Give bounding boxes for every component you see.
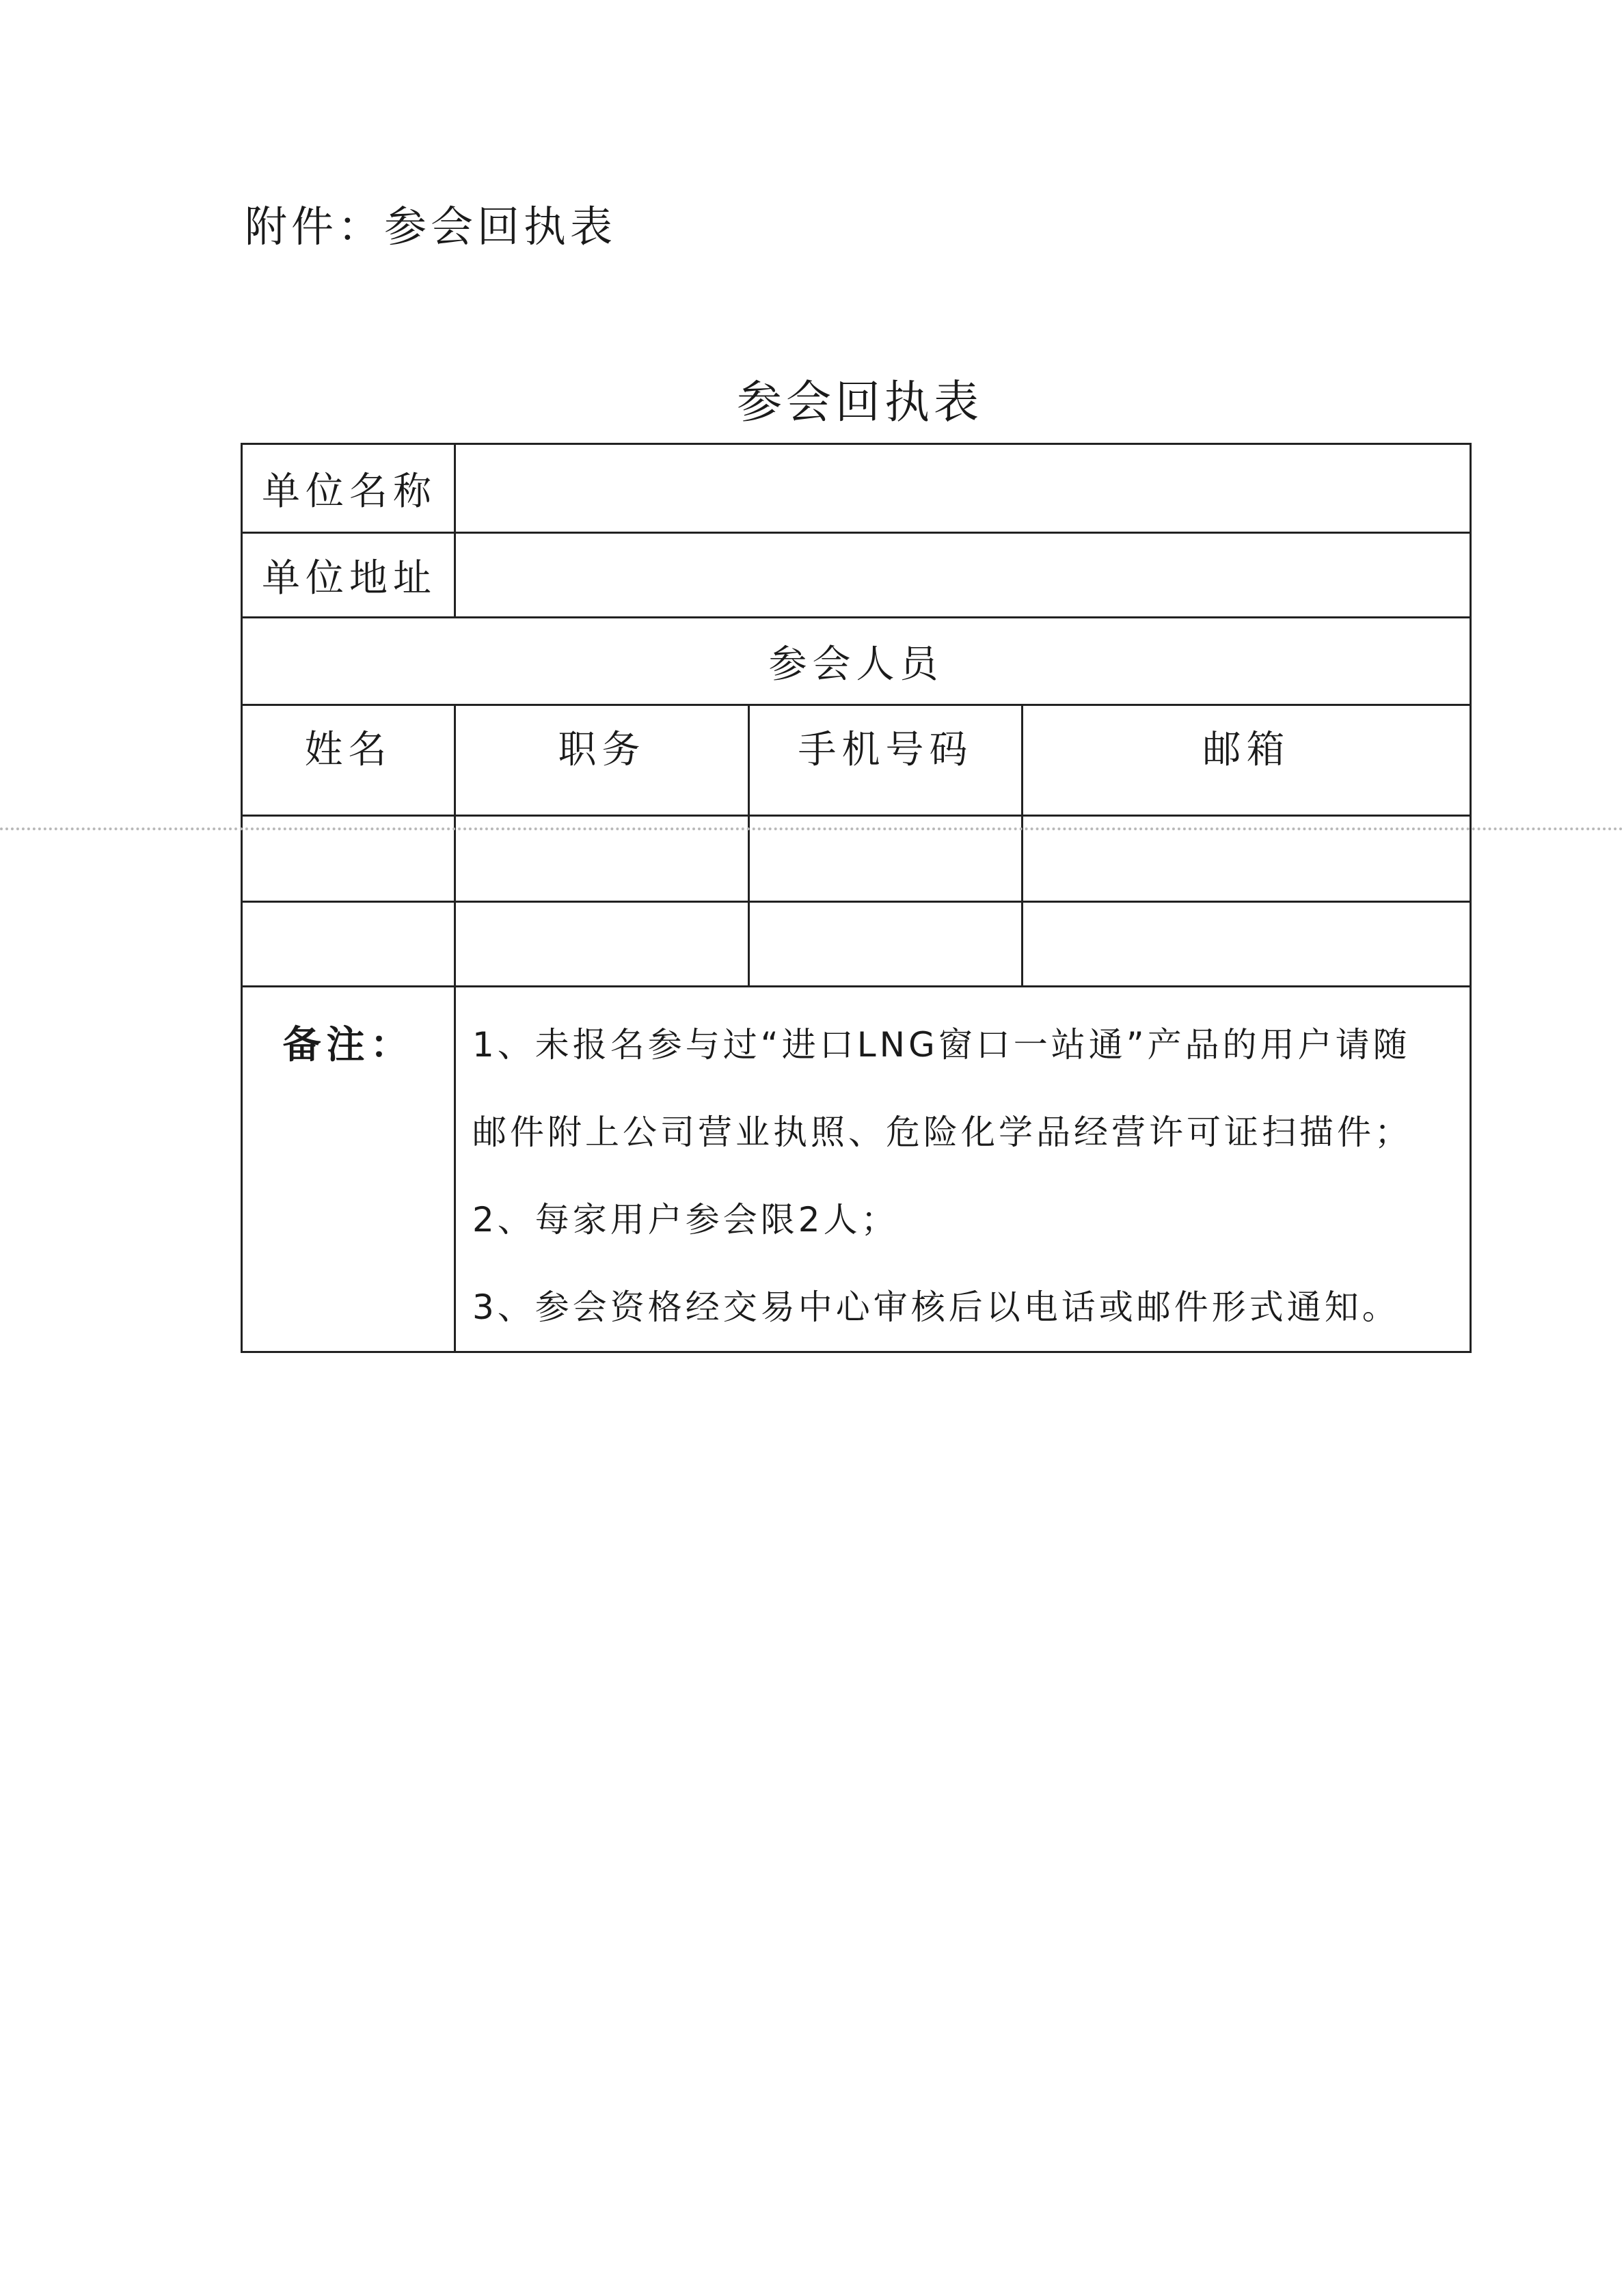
attendee-position-cell[interactable] xyxy=(455,902,749,987)
attendees-header-row xyxy=(242,705,1471,816)
column-header-email: 邮箱 xyxy=(1023,705,1471,816)
unit-name-value[interactable] xyxy=(455,444,1471,533)
unit-address-row xyxy=(242,533,1471,618)
unit-address-label: 单位地址 xyxy=(242,533,455,618)
remark-line-4: 3、参会资格经交易中心审核后以电话或邮件形式通知。 xyxy=(472,1287,1400,1327)
remark-line-3: 2、每家用户参会限2人； xyxy=(472,1200,899,1240)
unit-address-value[interactable] xyxy=(455,533,1471,618)
unit-name-label: 单位名称 xyxy=(242,444,455,533)
remark-line-2: 邮件附上公司营业执照、危险化学品经营许可证扫描件； xyxy=(472,1112,1412,1152)
registration-form-table xyxy=(241,443,1472,1353)
attendees-title-row xyxy=(242,618,1471,705)
attendee-phone-cell[interactable] xyxy=(749,902,1023,987)
remark-line-1: 1、未报名参与过“进口LNG窗口一站通”产品的用户请随 xyxy=(472,1025,1411,1065)
attendee-row xyxy=(242,902,1471,987)
unit-name-row xyxy=(242,444,1471,533)
attendees-title: 参会人员 xyxy=(242,618,1471,705)
form-title: 参会回执表 xyxy=(737,376,983,428)
remarks-row xyxy=(242,987,1471,1352)
remarks-body xyxy=(455,987,1471,1352)
attendee-name-cell[interactable] xyxy=(242,902,455,987)
scan-artifact-line xyxy=(0,828,1624,830)
attendee-email-cell[interactable] xyxy=(1023,902,1471,987)
remarks-label: 备注： xyxy=(242,987,455,1352)
column-header-name: 姓名 xyxy=(242,705,455,816)
column-header-phone: 手机号码 xyxy=(749,705,1023,816)
column-header-position: 职务 xyxy=(455,705,749,816)
attachment-heading: 附件：参会回执表 xyxy=(245,202,617,251)
